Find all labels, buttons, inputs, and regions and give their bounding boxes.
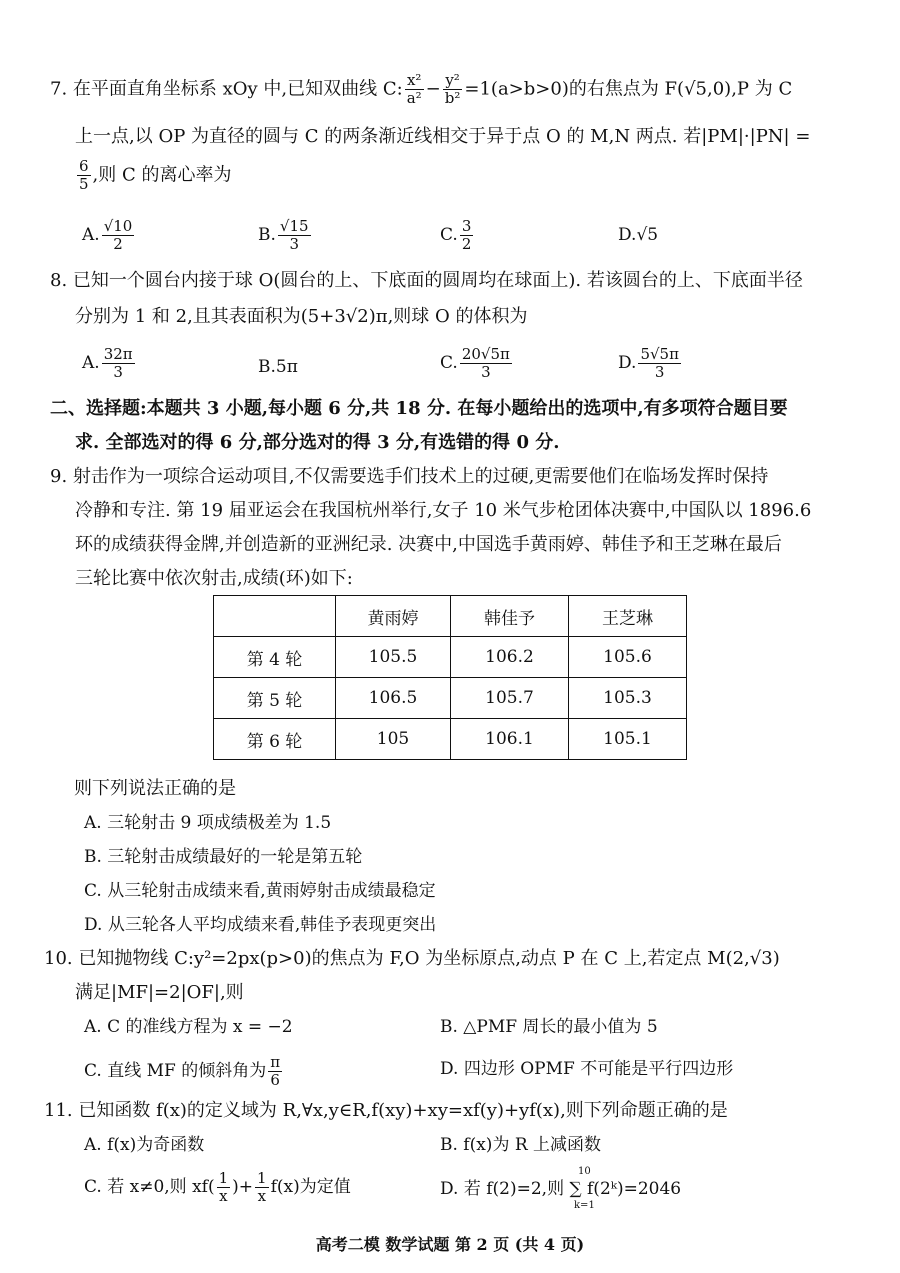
q11-option-a: A. f(x)为奇函数	[84, 1135, 205, 1155]
q10-option-c: C. 直线 MF 的倾斜角为 $\frac{\pi}{6}$	[84, 1053, 281, 1089]
table-header-cell: 王芝琳	[569, 596, 687, 637]
q9-stem: 则下列说法正确的是	[74, 778, 236, 799]
table-header-row	[214, 596, 687, 637]
fraction: $\frac{\text{y²}}{\text{b²}}$	[444, 71, 461, 107]
section2-line1: 二、选择题:本题共 3 小题,每小题 6 分,共 18 分. 在每小题给出的选项中,有多项符合题目要	[50, 398, 788, 419]
q11-option-d: D. 若 f(2)=2,则 ∑ f(2ᵏ)=2046	[440, 1179, 682, 1199]
q11-option-c: C. 若 x≠0,则 xf( $\frac{1}{x}$ )+ $\frac{1}{x}$ f(x)为定值	[84, 1169, 351, 1205]
q9-line3: 环的成绩获得金牌,并创造新的亚洲纪录. 决赛中,中国选手黄雨婷、韩佳予和王芝琳在最后	[75, 534, 782, 555]
table-cell: 106.2	[451, 637, 569, 678]
q11-line1: 11. 已知函数 f(x)的定义域为 R,∀x,y∈R,f(xy)+xy=xf(y)+yf(x),则下列命题正确的是	[44, 1100, 728, 1121]
q7-line1: 7. 在平面直角坐标系 xOy 中,已知双曲线 C: $\frac{\text{x²}}{\text{a²}}$ − $\frac{\text{y²}}{\text{b²}}$ =1(a>b>0)的右焦点为 F(√5,0),P 为 C	[50, 71, 793, 107]
q9-option-c: C. 从三轮射击成绩来看,黄雨婷射击成绩最稳定	[84, 881, 436, 901]
q8-option-b: B.5π	[258, 357, 298, 377]
table-header-cell: 韩佳予	[451, 596, 569, 637]
q7-option-a: A. $\frac{√10}{2}$	[82, 217, 133, 253]
table-row	[214, 719, 687, 760]
table-cell: 第 5 轮	[214, 678, 336, 719]
table-row	[214, 637, 687, 678]
table-cell: 105	[336, 719, 451, 760]
table-cell: 105.6	[569, 637, 687, 678]
q10-line1: 10. 已知抛物线 C:y²=2px(p>0)的焦点为 F,O 为坐标原点,动点 P 在 C 上,若定点 M(2,√3)	[44, 948, 780, 969]
q11-option-b: B. f(x)为 R 上减函数	[440, 1135, 602, 1155]
sum-lower-limit: k=1	[574, 1200, 595, 1211]
q8-option-d: D. $\frac{5√5\pi}{3}$	[618, 345, 679, 381]
q7-line3: $\frac{6}{5}$ ,则 C 的离心率为	[79, 157, 232, 193]
q9-option-b: B. 三轮射击成绩最好的一轮是第五轮	[84, 847, 363, 867]
q10-option-b: B. △PMF 周长的最小值为 5	[440, 1017, 658, 1037]
q9-line2: 冷静和专注. 第 19 届亚运会在我国杭州举行,女子 10 米气步枪团体决赛中,中国队以 1896.6	[75, 500, 812, 521]
table-header-cell: 黄雨婷	[336, 596, 451, 637]
q10-option-d: D. 四边形 OPMF 不可能是平行四边形	[440, 1059, 734, 1079]
q7-option-c: C. $\frac{3}{2}$	[440, 217, 472, 253]
table-cell: 105.7	[451, 678, 569, 719]
q8-option-a: A. $\frac{32\pi}{3}$	[82, 345, 133, 381]
sum-upper-limit: 10	[578, 1166, 591, 1177]
q10-line2: 满足|MF|=2|OF|,则	[75, 982, 244, 1003]
q10-option-a: A. C 的准线方程为 x = −2	[84, 1017, 293, 1037]
table-cell: 105.3	[569, 678, 687, 719]
q7-line2: 上一点,以 OP 为直径的圆与 C 的两条渐近线相交于异于点 O 的 M,N 两点. 若|PM|·|PN| =	[75, 126, 811, 147]
q7-option-b: B. $\frac{√15}{3}$	[258, 217, 309, 253]
q9-option-d: D. 从三轮各人平均成绩来看,韩佳予表现更突出	[84, 915, 437, 935]
table-row	[214, 678, 687, 719]
table-cell: 105.1	[569, 719, 687, 760]
q7-option-d: D.√5	[618, 225, 659, 245]
scores-table	[213, 595, 687, 760]
section2-line2: 求. 全部选对的得 6 分,部分选对的得 3 分,有选错的得 0 分.	[75, 432, 560, 453]
q8-line1: 8. 已知一个圆台内接于球 O(圆台的上、下底面的圆周均在球面上). 若该圆台的上、下底面半径	[50, 270, 803, 291]
q9-line4: 三轮比赛中依次射击,成绩(环)如下:	[75, 568, 353, 589]
q8-option-c: C. $\frac{20√5\pi}{3}$	[440, 345, 510, 381]
page-footer: 高考二模 数学试题 第 2 页 (共 4 页)	[315, 1235, 585, 1254]
table-cell: 106.5	[336, 678, 451, 719]
table-cell: 第 6 轮	[214, 719, 336, 760]
q9-option-a: A. 三轮射击 9 项成绩极差为 1.5	[84, 813, 332, 833]
table-header-cell	[214, 596, 336, 637]
table-cell: 第 4 轮	[214, 637, 336, 678]
fraction: $\frac{\text{x²}}{\text{a²}}$	[406, 71, 422, 107]
table-cell: 106.1	[451, 719, 569, 760]
fraction: $\frac{6}{5}$	[79, 157, 89, 193]
q8-line2: 分别为 1 和 2,且其表面积为(5+3√2)π,则球 O 的体积为	[75, 306, 528, 327]
table-cell: 105.5	[336, 637, 451, 678]
q9-line1: 9. 射击作为一项综合运动项目,不仅需要选手们技术上的过硬,更需要他们在临场发挥时保持	[50, 466, 769, 487]
